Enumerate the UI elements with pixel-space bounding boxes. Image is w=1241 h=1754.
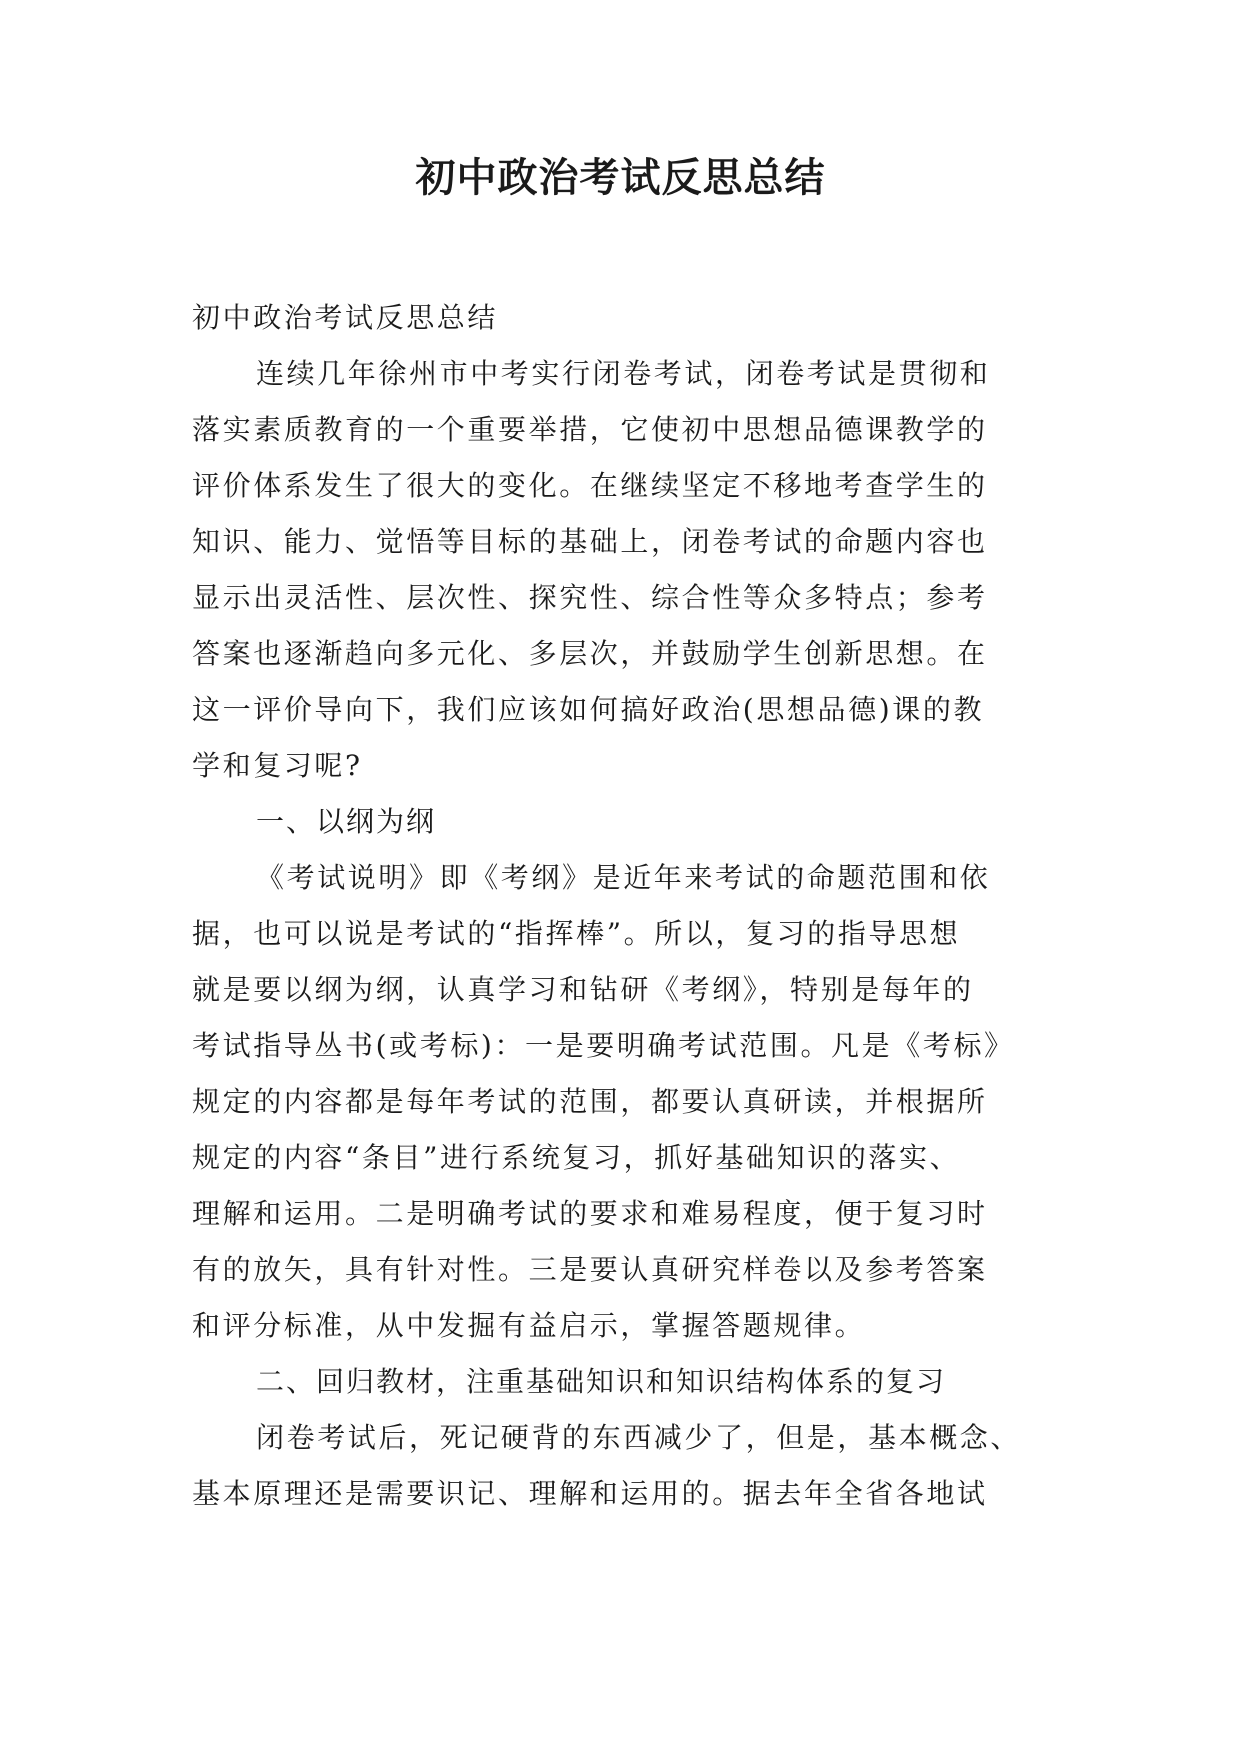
paragraph-line: 答案也逐渐趋向多元化、多层次，并鼓励学生创新思想。在 bbox=[192, 637, 988, 670]
paragraph-line: 闭卷考试后，死记硬背的东西减少了，但是，基本概念、 bbox=[256, 1421, 1022, 1454]
paragraph-line: 显示出灵活性、层次性、探究性、综合性等众多特点；参考 bbox=[192, 581, 988, 614]
document-body bbox=[192, 290, 1052, 1522]
document-title: 初中政治考试反思总结 bbox=[415, 154, 826, 201]
paragraph-line: 知识、能力、觉悟等目标的基础上，闭卷考试的命题内容也 bbox=[192, 525, 988, 558]
paragraph-line: 这一评价导向下，我们应该如何搞好政治(思想品德)课的教 bbox=[192, 693, 985, 726]
paragraph-line: 学和复习呢? bbox=[192, 749, 363, 782]
paragraph-line: 考试指导丛书(或考标)：一是要明确考试范围。凡是《考标》 bbox=[192, 1029, 1015, 1062]
paragraph-line: 连续几年徐州市中考实行闭卷考试，闭卷考试是贯彻和 bbox=[256, 357, 991, 390]
section-heading-2: 二、回归教材，注重基础知识和知识结构体系的复习 bbox=[256, 1365, 947, 1398]
paragraph-line: 评价体系发生了很大的变化。在继续坚定不移地考查学生的 bbox=[192, 469, 988, 502]
paragraph-line: 规定的内容“条目”进行系统复习，抓好基础知识的落实、 bbox=[192, 1141, 961, 1174]
paragraph-line: 和评分标准，从中发掘有益启示，掌握答题规律。 bbox=[192, 1309, 866, 1342]
paragraph-line: 有的放矢，具有针对性。三是要认真研究样卷以及参考答案 bbox=[192, 1253, 988, 1286]
paragraph-line: 据，也可以说是考试的“指挥棒”。所以，复习的指导思想 bbox=[192, 917, 961, 950]
paragraph-line: 基本原理还是需要识记、理解和运用的。据去年全省各地试 bbox=[192, 1477, 988, 1510]
body-line-subtitle: 初中政治考试反思总结 bbox=[192, 301, 499, 334]
section-heading-1: 一、以纲为纲 bbox=[256, 805, 437, 838]
paragraph-line: 落实素质教育的一个重要举措，它使初中思想品德课教学的 bbox=[192, 413, 988, 446]
paragraph-line: 理解和运用。二是明确考试的要求和难易程度，便于复习时 bbox=[192, 1197, 988, 1230]
paragraph-line: 规定的内容都是每年考试的范围，都要认真研读，并根据所 bbox=[192, 1085, 988, 1118]
paragraph-line: 《考试说明》即《考纲》是近年来考试的命题范围和依 bbox=[256, 861, 991, 894]
paragraph-line: 就是要以纲为纲，认真学习和钻研《考纲》，特别是每年的 bbox=[192, 973, 974, 1006]
